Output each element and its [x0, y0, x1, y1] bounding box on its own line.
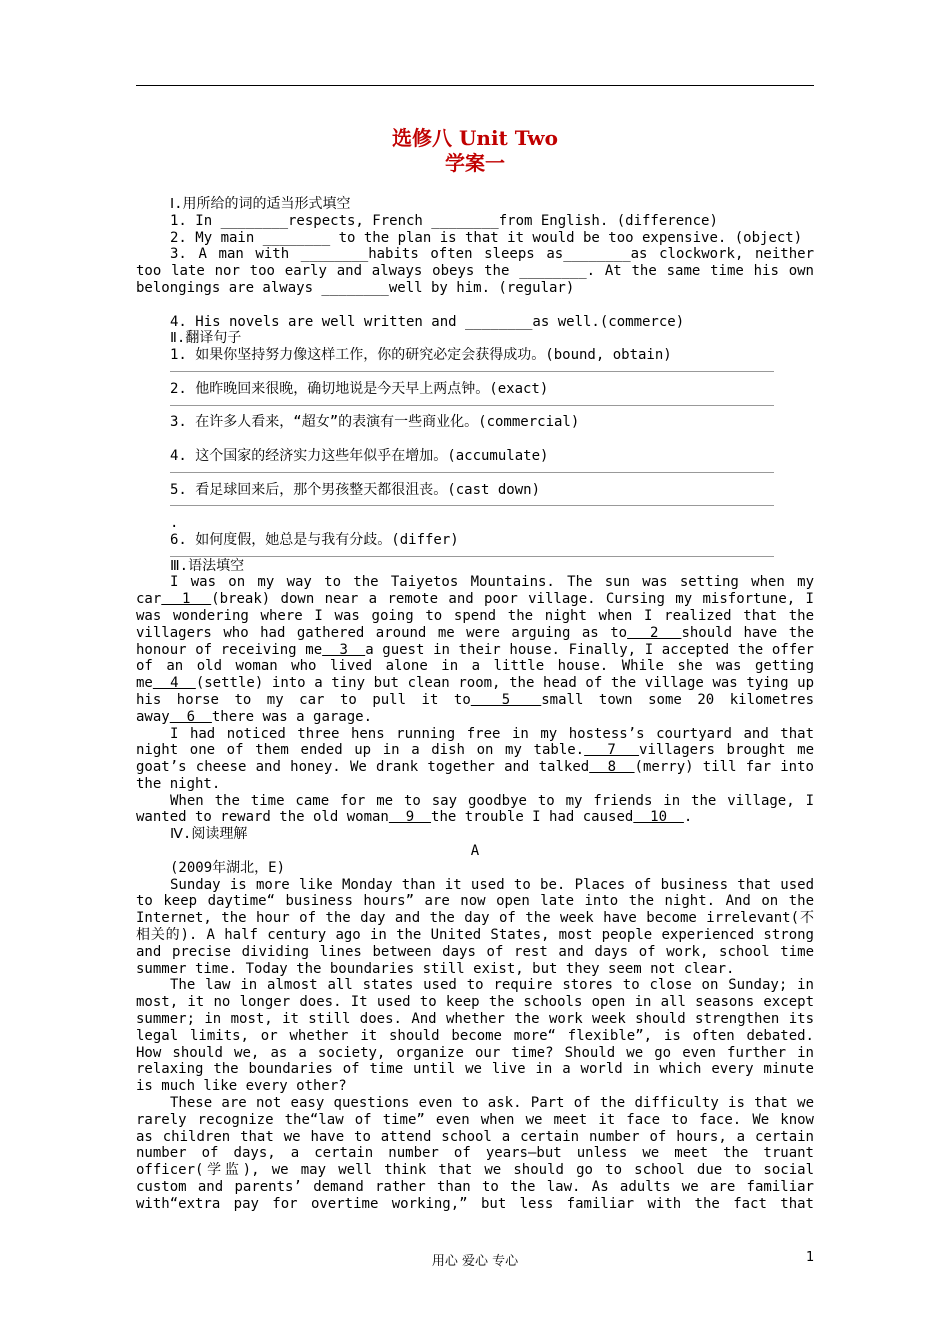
- page-title: 选修八 Unit Two: [392, 126, 558, 150]
- question: 4. 这个国家的经济实力这些年似乎在增加。(accumulate): [170, 447, 549, 464]
- header-rule: [136, 85, 814, 86]
- passage-line: The law in almost all states used to require stores to close on Sunday; in: [170, 977, 814, 994]
- blank-1[interactable]: 1: [161, 591, 212, 608]
- passage-line: Sunday is more like Monday than it used to be. Places of business that used: [170, 876, 814, 893]
- passage-source: (2009年湖北，E): [170, 859, 286, 876]
- passage-line: Internet, the hour of the day and the day of the week have become irrelevant(不: [136, 910, 814, 927]
- page-number: 1: [806, 1250, 815, 1265]
- passage-line: was wondering where I was going to spend the night when I realized that the: [136, 607, 814, 624]
- passage-line: honour of receiving me 3 a guest in their house. Finally, I accepted the offer: [136, 641, 814, 658]
- blank-9[interactable]: 9: [388, 809, 432, 826]
- section-heading: Ⅳ.阅读理解: [170, 826, 248, 843]
- question: 1. 如果你坚持努力像这样工作，你的研究必定会获得成功。(bound, obtain): [170, 347, 672, 364]
- passage-line: I was on my way to the Taiyetos Mountains. The sun was setting when my: [170, 574, 814, 591]
- question: 3. 在许多人看来，“超女”的表演有一些商业化。(commercial): [170, 414, 580, 431]
- question: 4. His novels are well written and ________as well.(commerce): [170, 313, 685, 330]
- passage-line: car 1 (break) down near a remote and poor village. Cursing my misfortune, I: [136, 591, 814, 608]
- answer-line: [136, 465, 814, 482]
- passage-line: number of days, a certain number of years—but unless we meet the truant: [136, 1145, 814, 1162]
- blank-5[interactable]: 5: [470, 691, 542, 708]
- passage-line: of an old woman who lived alone in a little house. While she was getting: [136, 658, 814, 675]
- reading-passage: [136, 877, 814, 1213]
- dot: .: [170, 515, 179, 532]
- passage-line: These are not easy questions even to ask. Part of the difficulty is that we: [170, 1095, 814, 1112]
- question: 6. 如何度假，她总是与我有分歧。(differ): [170, 531, 459, 548]
- passage-line: How should we, as a society, organize our time? Should we go even further in: [136, 1044, 814, 1061]
- passage-line: to keep daytime“ business hours” are now open late into the night. And on the: [136, 893, 814, 910]
- passage-label: A: [470, 843, 480, 860]
- passage-line: rarely recognize the“law of time” even when we meet it face to face. We know: [136, 1111, 814, 1128]
- passage-line: as children that we have to attend school a certain number of hours, a certain: [136, 1128, 814, 1145]
- page-subtitle: 学案一: [445, 151, 505, 175]
- question: 2. 他昨晚回来很晚，确切地说是今天早上两点钟。(exact): [170, 380, 549, 397]
- footer-text: 用心 爱心 专心: [431, 1254, 519, 1269]
- passage-line: summer; in most, it still does. And whether the work week should strengthen its: [136, 1011, 814, 1028]
- blank-6[interactable]: 6: [169, 708, 212, 725]
- passage-line: summer time. Today the boundaries still exist, but they seem not clear.: [136, 960, 735, 977]
- answer-line: [136, 364, 814, 381]
- section-heading: Ⅲ.语法填空: [170, 557, 245, 574]
- passage-line: night one of them ended up in a dish on my table. 7 villagers brought me: [136, 742, 814, 759]
- answer-line: [136, 498, 814, 515]
- passage-line: custom and parents’ demand rather than to the law. As adults we are familiar: [136, 1179, 814, 1196]
- question: 1. In ________respects, French ________from English. (difference): [170, 212, 718, 229]
- passage-line: with“extra pay for overtime working,” but less familiar with the fact that: [136, 1195, 814, 1212]
- passage-line: villagers who had gathered around me were arguing as to 2 should have the: [136, 624, 814, 641]
- passage-line: away 6 there was a garage.: [136, 708, 373, 725]
- passage-line: I had noticed three hens running free in my hostess’s courtyard and that: [170, 725, 814, 742]
- blank-10[interactable]: 10: [633, 809, 684, 826]
- section-heading: Ⅱ.翻译句子: [170, 330, 242, 347]
- passage-line: 相关的). A half century ago in the United States, most people experienced strong: [136, 927, 814, 944]
- passage-line: me 4 (settle) into a tiny but clean room, the head of the village was tying up: [136, 675, 814, 692]
- answer-line: [136, 549, 814, 566]
- passage-line: is much like every other?: [136, 1078, 347, 1095]
- passage-line: the night.: [136, 775, 221, 792]
- blank-7[interactable]: 7: [584, 742, 640, 759]
- question: 2. My main ________ to the plan is that it would be too expensive. (object): [170, 229, 803, 246]
- passage-line: his horse to my car to pull it to 5 small town some 20 kilometres: [136, 691, 814, 708]
- question: 3. A man with ________habits often sleeps as________as clockwork, neither: [170, 246, 814, 263]
- passage-line: legal limits, or whether it should become more“ flexible”, is often debated.: [136, 1027, 814, 1044]
- document-body: [136, 196, 814, 1213]
- question-continued: belongings are always ________well by him. (regular): [136, 279, 575, 296]
- blank-2[interactable]: 2: [627, 624, 682, 641]
- blank-4[interactable]: 4: [152, 675, 196, 692]
- blank-8[interactable]: 8: [589, 759, 635, 776]
- passage-line: officer(学监), we may well think that we should go to school due to social: [136, 1162, 814, 1179]
- answer-line: [136, 398, 814, 415]
- passage-line: most, it no longer does. It used to keep the schools open in all seasons except: [136, 994, 814, 1011]
- question-continued: too late nor too early and always obeys the ________. At the same time his own: [136, 263, 814, 280]
- section-heading: Ⅰ.用所给的词的适当形式填空: [170, 196, 351, 212]
- question: 5. 看足球回来后，那个男孩整天都很沮丧。(cast down): [170, 481, 541, 498]
- passage-line: When the time came for me to say goodbye to my friends in the village, I: [170, 792, 814, 809]
- passage-line: and precise dividing lines between days of rest and days of work, school time: [136, 943, 814, 960]
- blank-3[interactable]: 3: [322, 641, 366, 658]
- passage-line: goat’s cheese and honey. We drank together and talked 8 (merry) till far into: [136, 759, 814, 776]
- passage-line: relaxing the boundaries of time until we live in a world in which every minute: [136, 1061, 814, 1078]
- passage-line: wanted to reward the old woman 9 the trouble I had caused 10 .: [136, 809, 693, 826]
